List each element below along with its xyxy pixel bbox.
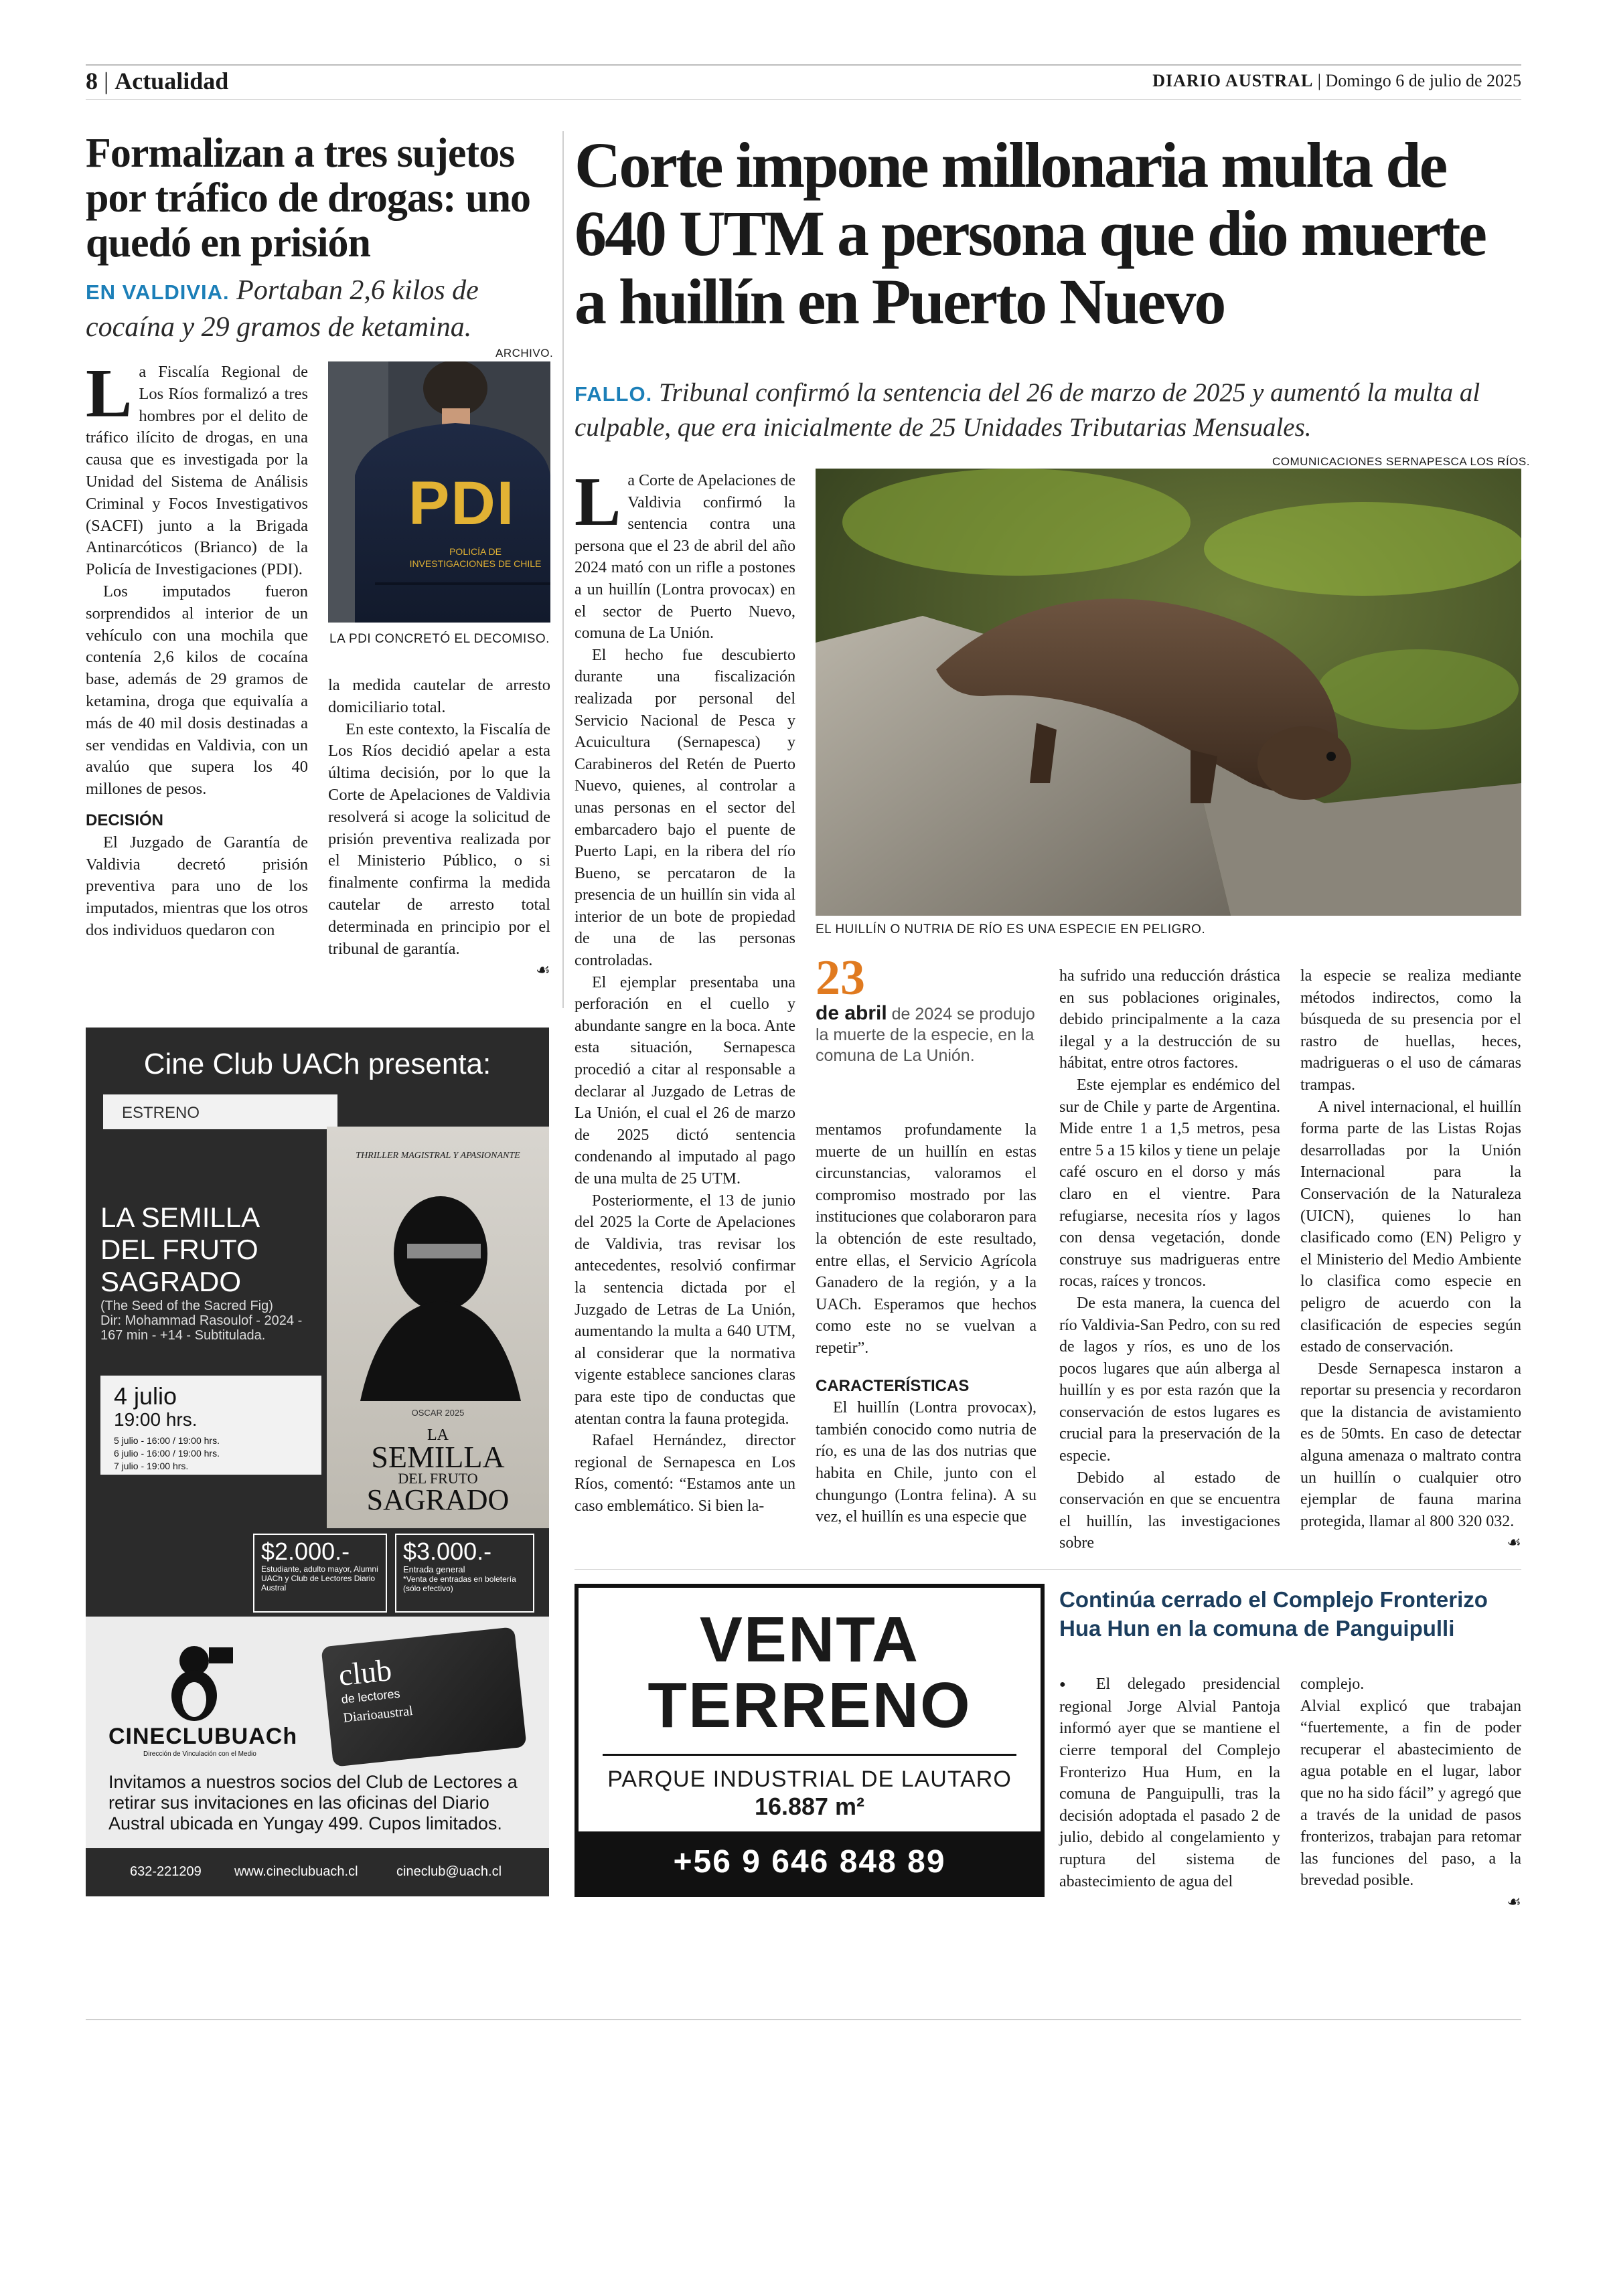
left-endmark: ☙ xyxy=(536,961,550,980)
venta-place: PARQUE INDUSTRIAL DE LAUTARO xyxy=(607,1767,1012,1792)
poster-tagline: THRILLER MAGISTRAL Y APASIONANTE xyxy=(356,1151,520,1161)
br-col-1 xyxy=(1059,1673,1280,1892)
br-bullet: ● xyxy=(1059,1679,1079,1691)
main-c2-p1: mentamos profundamente la muerte de un huillín en estas circunstancias, valoramos el compromiso mostrado por las instituciones que colaboraron para la obtención de este resultado, entre ellas, el Servicio Agrícola Ganadero de la región, y a la UACh. Esperamos que hechos como este no se vuelvan a repetir”. xyxy=(816,1121,1037,1357)
left-p2: Los imputados fueron sorprendidos al interior de un vehículo con una mochila que contenía 2,6 kilos de cocaína base, además de 29 gramos de ketamina, droga que equivalía a más de 40 mil dosis destinadas a ser vendidas en Valdivia, con un avalúo que supera los 40 millones de pesos. xyxy=(86,582,308,799)
stat-bold: de abril xyxy=(816,1002,887,1024)
cine-web: www.cineclubuach.cl xyxy=(234,1864,358,1879)
film-en-title: (The Seed of the Sacred Fig) xyxy=(100,1299,273,1313)
price-2-note: *Venta de entradas en boletería (sólo efectivo) xyxy=(403,1574,516,1593)
paper-name: DIARIO AUSTRAL xyxy=(1152,71,1314,90)
price-2: $3.000.- xyxy=(403,1538,492,1565)
cine-logo: CINECLUBUACh xyxy=(108,1724,298,1749)
mid-rule xyxy=(575,1569,1521,1570)
date-main: 4 julio xyxy=(114,1382,177,1410)
venta-terreno-ad xyxy=(575,1584,1045,1897)
main-deck-text: Tribunal confirmó la sentencia del 26 de marzo de 2025 y aumentó la multa al culpable, que era inicialmente de 25 Unidades Tributarias Mensuales. xyxy=(575,378,1480,442)
main-col-4 xyxy=(1300,965,1521,1554)
left-p1: a Fiscalía Regional de Los Ríos formalizó a tres hombres por el delito de tráfico ilícito de drogas, en una causa que es investigada por la Unidad del Sistema de Análisis Criminal y Focos Investigativos (SACFI) junto a la Brigada Antinarcóticos (Brianco) de la Policía de Investigaciones (PDI). xyxy=(86,363,308,579)
main-c3-p1: ha sufrido una reducción drástica en sus poblaciones originales, debido principalmente a la caza ilegal y a la destrucción de su hábitat, entre otros factores. xyxy=(1059,967,1280,1072)
poster-award: OSCAR 2025 xyxy=(411,1408,465,1418)
poster-figure-illustration xyxy=(354,1173,528,1401)
poster-title-3: DEL FRUTO xyxy=(398,1470,478,1487)
film-title: LA SEMILLA DEL FRUTO SAGRADO xyxy=(100,1202,258,1297)
main-photo-credit: COMUNICACIONES SERNAPESCA LOS RÍOS. xyxy=(1272,455,1530,468)
bottom-rule xyxy=(86,2019,1521,2020)
card-brand: Diarioaustral xyxy=(342,1703,414,1726)
br-c2a: complejo. xyxy=(1300,1675,1365,1693)
main-c3-p3: De esta manera, la cuenca del río Valdivia-San Pedro, con su red de lagos y ríos, es uno de los pocos lugares que aún alberga al huillín y es por esta razón que la conservación de estos lugares es crucial para la preservación de la especie. xyxy=(1059,1294,1280,1465)
left-col-2 xyxy=(328,675,550,982)
venta-phone[interactable]: +56 9 646 848 89 xyxy=(579,1831,1041,1893)
cineclub-ad-bottom xyxy=(86,1617,549,1896)
poster-title-2: SEMILLA xyxy=(371,1440,505,1474)
cine-email: cineclub@uach.cl xyxy=(396,1864,502,1879)
main-kicker: FALLO. xyxy=(575,382,653,406)
main-c3-p4: Debido al estado de conservación en que se encuentra el huillín, las investigaciones sobre xyxy=(1059,1469,1280,1552)
stat-text-block xyxy=(816,1003,1037,1066)
br-col-2 xyxy=(1300,1673,1521,1914)
section-header: 8 | Actualidad xyxy=(86,68,229,94)
left-subhead: DECISIÓN xyxy=(86,811,164,829)
film-meta-2: 167 min - +14 - Subtitulada. xyxy=(100,1328,266,1343)
br-endmark: ☙ xyxy=(1507,1893,1521,1911)
main-c4-p1: la especie se realiza mediante métodos indirectos, como la búsqueda de su presencia por el rastro de huellas, heces, madrigueras o el uso de cámaras trampas. xyxy=(1300,967,1521,1094)
section-name: Actualidad xyxy=(114,68,229,94)
main-headline: Corte impone millonaria multa de 640 UTM a persona que dio muerte a huillín en Puerto Nuevo xyxy=(575,129,1485,337)
top-rule xyxy=(86,64,1521,66)
main-c1-p3: El ejemplar presentaba una perforación en el cuello y abundante sangre en la boca. Ante esta situación, Sernapesca procedió a citar al responsable a declarar al Juzgado de Letras de La Unión, el cual el 26 de marzo de 2025 dictó sentencia condenando al imputado al pago de una multa de 25 UTM. xyxy=(575,973,795,1187)
br-headline: Continúa cerrado el Complejo Fronterizo Hua Hun en la comuna de Panguipulli xyxy=(1059,1587,1488,1641)
main-c1-p5: Rafael Hernández, director regional de Sernapesca en Los Ríos, comentó: “Estamos ante un caso emblemático. Si bien la- xyxy=(575,1432,795,1515)
column-divider xyxy=(562,131,564,1008)
huillin-otter-illustration xyxy=(816,469,1521,916)
time-main: 19:00 hrs. xyxy=(114,1409,198,1430)
venta-line1: VENTA xyxy=(699,1604,920,1675)
card-title: club xyxy=(337,1652,394,1692)
cine-title: Cine Club UACh presenta: xyxy=(143,1048,491,1080)
card-sub: de lectores xyxy=(340,1686,401,1706)
main-c2b-p1: El huillín (Lontra provocax), también conocido como nutria de río, es una de las dos nutrias que habita en Chile, junto con el chungungo (Lontra felina). A su vez, el huillín es una especie que xyxy=(816,1399,1037,1526)
poster-title-1: LA xyxy=(427,1426,449,1444)
price-2-label: Entrada general xyxy=(403,1564,465,1574)
main-col-2 xyxy=(816,1119,1037,1528)
main-subhead: CARACTERÍSTICAS xyxy=(816,1376,970,1395)
main-photo-caption: EL HUILLÍN O NUTRIA DE RÍO ES UNA ESPECIE EN PELIGRO. xyxy=(816,922,1206,936)
issue-date: Domingo 6 de julio de 2025 xyxy=(1325,71,1521,90)
price-1-note: Estudiante, adulto mayor, Alumni UACh y Club de Lectores Diario Austral xyxy=(261,1564,378,1592)
film-info xyxy=(100,1299,328,1343)
stat-number: 23 xyxy=(816,951,865,1005)
venta-line2: TERRENO xyxy=(647,1669,972,1741)
screening-dates xyxy=(100,1376,321,1475)
main-c3-p2: Este ejemplar es endémico del sur de Chile y parte de Argentina. Mide entre 1 a 1,5 metros, pesa entre 5 a 15 kilos y tiene un pelaje café oscuro en el dorso y más claro en el vientre. Para refugiarse, necesita ríos y lagos con densa vegetación, donde construye sus madrigueras entre rocas, raíces y troncos. xyxy=(1059,1076,1280,1291)
main-deck xyxy=(575,376,1525,444)
main-c4-p2: A nivel internacional, el huillín forma parte de las Listas Rojas desarrolladas por la Unión Internacional para la Conservación de la Naturaleza (UICN), quienes lo han clasificado como (EN) Peligro y el Ministerio del Medio Ambiente lo clasifica como especie en peligro de acuerdo con la clasificación de especies según estado de conservación. xyxy=(1300,1098,1521,1356)
price-1: $2.000.- xyxy=(261,1538,350,1565)
left-p3: El Juzgado de Garantía de Valdivia decretó prisión preventiva para uno de los imputados, mientras que los otros dos individuos quedaron con xyxy=(86,833,308,939)
left-dropcap: L xyxy=(86,355,133,432)
pdi-badge-text: PDI xyxy=(408,469,516,538)
main-endmark: ☙ xyxy=(1507,1534,1521,1552)
pull-stat xyxy=(816,953,1037,1066)
br-c1: El delegado presidencial regional Jorge Alvial Pantoja informó ayer que se mantiene el cierre temporal del Complejo Fronterizo Hua Hum, en la comuna de Panguipulli, tras la decisión adoptada el pasado 2 de julio, debido al congelamiento y ruptura del sistema de abastecimiento de agua del xyxy=(1059,1675,1280,1890)
main-c1-p4: Posteriormente, el 13 de junio del 2025 la Corte de Apelaciones de Valdivia, tras revisar los antecedentes, resolvió confirmar la sentencia dictada por el Juzgado de Letras de La Unión, aumentando la multa a 640 UTM, al considerar que la normativa vigente establece sanciones claras para este tipo de conductas que atentan contra la fauna protegida. xyxy=(575,1192,795,1428)
main-c1-p1: a Corte de Apelaciones de Valdivia confirmó la sentencia contra una persona que el 23 de abril del año 2024 mató con un rifle a postones a un huillín (Lontra provocax) en el sector de Puerto Nuevo, comuna de La Unión. xyxy=(575,472,795,643)
masthead-date: DIARIO AUSTRAL | Domingo 6 de julio de 2025 xyxy=(1152,71,1521,90)
left-deck xyxy=(86,273,554,345)
main-c1-p2: El hecho fue descubierto durante una fiscalización realizada por personal del Servicio Nacional de Pesca y Acuicultura (Sernapesca) y Carabineros del Retén de Puerto Nuevo, quienes, al controlar a unas personas en el sector del embarcadero bajo el puente de Puerto Lapi, en la ribera del río Bueno, se percataron de la presencia de un huillín sin vida al interior de un bote de propiedad de una de las personas controladas. xyxy=(575,646,795,970)
date-extra-2: 6 julio - 16:00 / 19:00 hrs. xyxy=(114,1448,220,1459)
date-extra-3: 7 julio - 19:00 hrs. xyxy=(114,1461,189,1471)
main-col-1 xyxy=(575,463,795,1518)
left-col-1 xyxy=(86,355,308,942)
poster-title xyxy=(327,1426,549,1516)
member-card xyxy=(321,1627,526,1767)
poster-title-4: SAGRADO xyxy=(366,1483,510,1516)
page-number: 8 xyxy=(86,68,98,94)
cine-logo-sub: Dirección de Vinculación con el Medio xyxy=(143,1750,256,1758)
header-underline xyxy=(86,99,1521,100)
film-poster xyxy=(327,1127,549,1528)
pdi-badge-sub: POLICÍA DE INVESTIGACIONES DE CHILE xyxy=(409,546,542,569)
cine-contact-bar xyxy=(86,1848,549,1896)
cine-invite: Invitamos a nuestros socios del Club de Lectores a retirar sus invitaciones en las oficinas del Diario Austral ubicada en Yungay 499. Cupos limitados. xyxy=(108,1772,518,1833)
price-general xyxy=(395,1534,534,1613)
venta-area: 16.887 m² xyxy=(754,1793,865,1820)
br-c2b: Alvial explicó que trabajan “fuertemente, a fin de poder recuperar el abastecimiento de agua potable en el lugar, labor que no ha sido fácil” y agregó que a través de la unidad de pasos fronterizos, trabajan para retomar las funciones del paso, a la brevedad posible. xyxy=(1300,1697,1521,1890)
prices xyxy=(253,1534,534,1613)
left-p5: En este contexto, la Fiscalía de Los Ríos decidió apelar a esta última decisión, por lo que la Corte de Apelaciones de Valdivia resolverá si acoge la solicitud de prisión preventiva realizada por el Ministerio Público, o si finalmente confirma la medida cautelar de arresto total determinada en principio por el tribunal de garantía. xyxy=(328,720,550,958)
left-kicker: EN VALDIVIA. xyxy=(86,280,230,304)
left-photo-caption: LA PDI CONCRETÓ EL DECOMISO. xyxy=(329,632,550,646)
film-meta-1: Dir: Mohammad Rasoulof - 2024 - xyxy=(100,1313,303,1328)
left-p4: la medida cautelar de arresto domiciliario total. xyxy=(328,676,550,716)
price-student xyxy=(253,1534,387,1613)
left-headline: Formalizan a tres sujetos por tráfico de drogas: uno quedó en prisión xyxy=(86,131,531,266)
cine-phone: 632-221209 xyxy=(130,1864,202,1879)
venta-divider xyxy=(603,1754,1016,1756)
left-deck-text: Portaban 2,6 kilos de cocaína y 29 gramos de ketamina. xyxy=(86,275,479,343)
left-photo-credit: ARCHIVO. xyxy=(495,347,554,359)
stat-text: de 2024 se produjo la muerte de la especie, en la comuna de La Unión. xyxy=(816,1005,1035,1065)
huillin-photo xyxy=(816,469,1521,916)
main-c4-p3: Desde Sernapesca instaron a reportar su presencia y recordaron que la distancia de avistamiento es de 50mts. En caso de detectar alguna amenaza o maltrato contra un huillín o cualquier otro ejemplar de fauna marina protegida, llamar al 800 320 032. xyxy=(1300,1360,1521,1530)
pdi-photo xyxy=(328,361,550,623)
main-col-3 xyxy=(1059,965,1280,1554)
cine-badge: ESTRENO xyxy=(103,1094,337,1129)
date-extra-1: 5 julio - 16:00 / 19:00 hrs. xyxy=(114,1435,220,1446)
penguin-logo-icon xyxy=(159,1641,233,1721)
main-dropcap: L xyxy=(575,463,621,540)
